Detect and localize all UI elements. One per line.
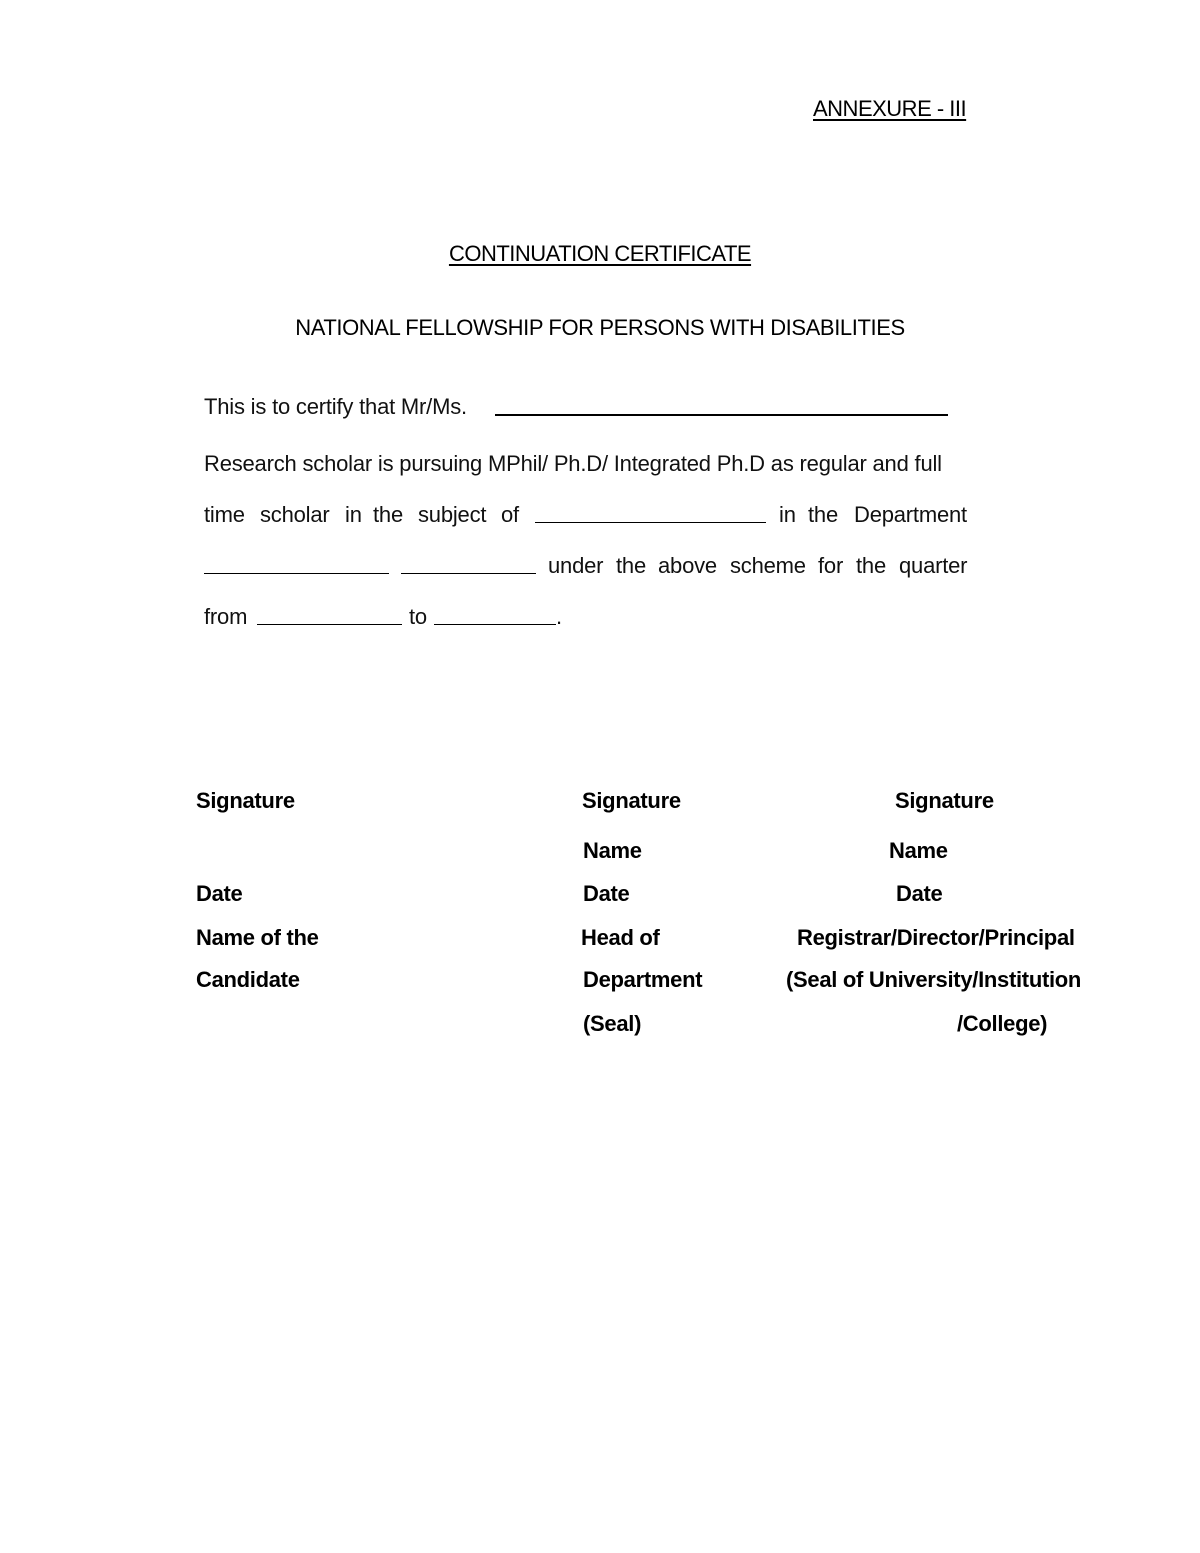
certificate-title: CONTINUATION CERTIFICATE bbox=[448, 241, 752, 266]
registrar-seal-label-2: /College) bbox=[957, 1011, 1048, 1036]
word-in: in bbox=[345, 502, 362, 527]
registrar-role-label: Registrar/Director/Principal bbox=[797, 925, 1075, 950]
hod-date-label: Date bbox=[583, 881, 630, 906]
word-scheme: scheme bbox=[730, 553, 806, 578]
word-to: to bbox=[409, 604, 427, 629]
registrar-date-label: Date bbox=[896, 881, 943, 906]
pursuing-text: Research scholar is pursuing MPhil/ Ph.D/ Integrated Ph.D as regular and full bbox=[204, 451, 942, 476]
word-under: under bbox=[548, 553, 604, 578]
hod-name-label: Name bbox=[583, 838, 642, 863]
word-subject: subject bbox=[418, 502, 487, 527]
certify-text: This is to certify that Mr/Ms. bbox=[204, 394, 467, 419]
word-the-3: the bbox=[616, 553, 646, 578]
hod-seal-label: (Seal) bbox=[583, 1011, 642, 1036]
department-blank-1[interactable] bbox=[204, 573, 389, 574]
period: . bbox=[556, 604, 562, 629]
word-in-2: in bbox=[779, 502, 796, 527]
hod-signature-label: Signature bbox=[582, 788, 681, 813]
word-quarter: quarter bbox=[899, 553, 968, 578]
word-the-4: the bbox=[856, 553, 886, 578]
word-above: above bbox=[658, 553, 717, 578]
subject-blank[interactable] bbox=[535, 522, 766, 523]
to-date-blank[interactable] bbox=[434, 624, 556, 625]
registrar-name-label: Name bbox=[889, 838, 948, 863]
annexure-label: ANNEXURE - III bbox=[813, 96, 967, 121]
word-time: time bbox=[204, 502, 245, 527]
candidate-name-label-1: Name of the bbox=[196, 925, 319, 950]
hod-role-label-2: Department bbox=[583, 967, 703, 992]
word-the-2: the bbox=[808, 502, 838, 527]
word-for: for bbox=[818, 553, 844, 578]
from-date-blank[interactable] bbox=[257, 624, 402, 625]
word-scholar: scholar bbox=[260, 502, 330, 527]
candidate-name-blank[interactable] bbox=[495, 414, 948, 416]
word-the: the bbox=[373, 502, 403, 527]
candidate-date-label: Date bbox=[196, 881, 243, 906]
department-blank-2[interactable] bbox=[401, 573, 536, 574]
word-department: Department bbox=[854, 502, 967, 527]
registrar-seal-label-1: (Seal of University/Institution bbox=[786, 967, 1082, 992]
registrar-signature-label: Signature bbox=[895, 788, 994, 813]
candidate-name-label-2: Candidate bbox=[196, 967, 300, 992]
word-from: from bbox=[204, 604, 248, 629]
hod-role-label-1: Head of bbox=[581, 925, 660, 950]
word-of: of bbox=[501, 502, 519, 527]
fellowship-subtitle: NATIONAL FELLOWSHIP FOR PERSONS WITH DISABILITIES bbox=[295, 315, 905, 340]
candidate-signature-label: Signature bbox=[196, 788, 295, 813]
